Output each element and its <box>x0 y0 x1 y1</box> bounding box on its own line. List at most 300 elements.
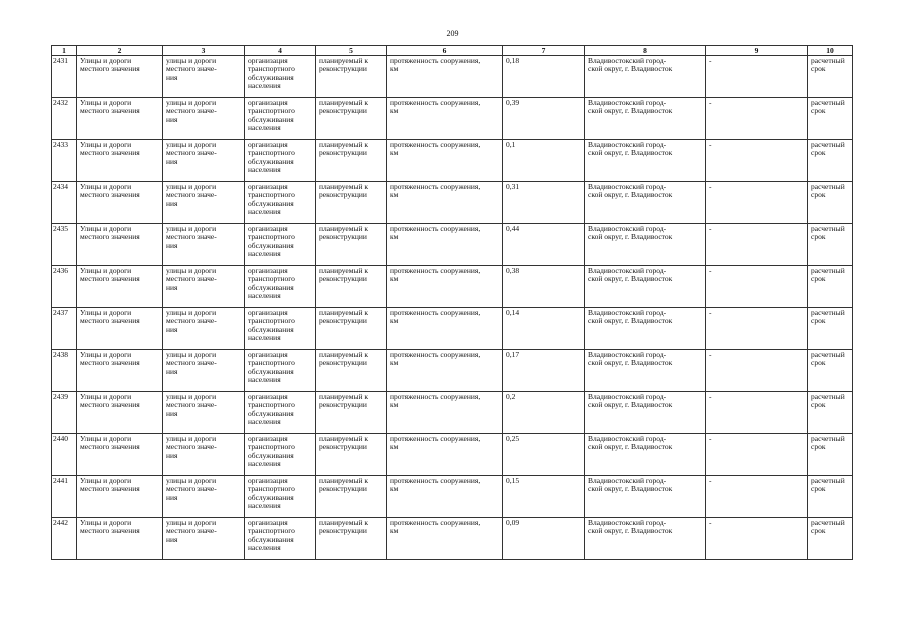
location-line: Владивостокский город- <box>588 518 667 527</box>
column-header: 2 <box>77 46 163 56</box>
location-line: ской округ, г. Владивосток <box>588 484 673 494</box>
object-type-cell <box>163 434 245 476</box>
object-name-line: местного значения <box>80 316 140 326</box>
purpose-cell <box>245 476 316 518</box>
table-row <box>52 392 853 434</box>
object-type-cell <box>163 518 245 560</box>
characteristic-line: протяженность сооружения, <box>390 308 481 317</box>
location-line: Владивостокский город- <box>588 266 667 275</box>
location-line: ской округ, г. Владивосток <box>588 400 673 410</box>
purpose-line: населения <box>248 501 281 511</box>
purpose-line: обслуживания <box>248 366 294 376</box>
status-line: планируемый к <box>319 56 369 65</box>
object-type-line: местного значе- <box>166 148 217 158</box>
term-line: срок <box>811 400 826 410</box>
characteristic-cell <box>387 266 503 308</box>
characteristic-line: км <box>390 526 399 536</box>
characteristic-line: протяженность сооружения, <box>390 476 481 485</box>
column-header: 10 <box>808 46 853 56</box>
table-row <box>52 266 853 308</box>
term-cell <box>808 98 853 140</box>
term-line: расчетный <box>811 224 845 233</box>
characteristic-line: протяженность сооружения, <box>390 98 481 107</box>
characteristic-line: км <box>390 190 399 200</box>
value-cell: 0,17 <box>503 350 585 392</box>
value-cell: 0,44 <box>503 224 585 266</box>
location-line: Владивостокский город- <box>588 182 667 191</box>
status-line: планируемый к <box>319 308 369 317</box>
table-row <box>52 98 853 140</box>
row-number-cell: 2439 <box>52 392 77 434</box>
value-cell: 0,09 <box>503 518 585 560</box>
term-cell <box>808 224 853 266</box>
column-header: 6 <box>387 46 503 56</box>
characteristic-line: км <box>390 484 399 494</box>
term-cell <box>808 434 853 476</box>
object-type-line: местного значе- <box>166 274 217 284</box>
object-name-line: местного значения <box>80 400 140 410</box>
characteristic-cell <box>387 392 503 434</box>
purpose-line: организация <box>248 308 288 317</box>
location-line: Владивостокский город- <box>588 392 667 401</box>
status-line: реконструкции <box>319 484 367 494</box>
purpose-line: организация <box>248 140 288 149</box>
object-name-line: местного значения <box>80 148 140 158</box>
zone-cell: - <box>706 224 808 266</box>
object-name-line: Улицы и дороги <box>80 308 132 317</box>
location-line: ской округ, г. Владивосток <box>588 316 673 326</box>
table-row <box>52 518 853 560</box>
purpose-cell <box>245 518 316 560</box>
status-line: реконструкции <box>319 232 367 242</box>
object-name-cell <box>77 308 163 350</box>
term-line: расчетный <box>811 476 845 485</box>
row-number-cell: 2442 <box>52 518 77 560</box>
object-name-line: Улицы и дороги <box>80 224 132 233</box>
zone-cell: - <box>706 98 808 140</box>
purpose-line: транспортного <box>248 400 295 410</box>
characteristic-line: км <box>390 274 399 284</box>
purpose-line: организация <box>248 224 288 233</box>
characteristic-cell <box>387 434 503 476</box>
object-name-cell <box>77 434 163 476</box>
object-type-cell <box>163 140 245 182</box>
status-line: планируемый к <box>319 224 369 233</box>
purpose-cell <box>245 56 316 98</box>
purpose-cell <box>245 140 316 182</box>
characteristic-line: протяженность сооружения, <box>390 434 481 443</box>
column-header: 5 <box>316 46 387 56</box>
status-cell <box>316 56 387 98</box>
table-row <box>52 182 853 224</box>
term-line: расчетный <box>811 98 845 107</box>
value-cell: 0,14 <box>503 308 585 350</box>
object-name-cell <box>77 98 163 140</box>
location-cell <box>585 308 706 350</box>
row-number-cell: 2435 <box>52 224 77 266</box>
row-number-cell: 2434 <box>52 182 77 224</box>
object-type-cell <box>163 56 245 98</box>
page-number: 209 <box>446 29 459 38</box>
status-cell <box>316 308 387 350</box>
term-line: расчетный <box>811 350 845 359</box>
object-name-cell <box>77 266 163 308</box>
status-line: реконструкции <box>319 526 367 536</box>
characteristic-cell <box>387 56 503 98</box>
characteristic-cell <box>387 350 503 392</box>
zone-cell: - <box>706 140 808 182</box>
zone-cell: - <box>706 518 808 560</box>
purpose-line: обслуживания <box>248 408 294 418</box>
purpose-line: обслуживания <box>248 72 294 82</box>
purpose-line: населения <box>248 333 281 343</box>
status-line: реконструкции <box>319 400 367 410</box>
object-name-line: местного значения <box>80 232 140 242</box>
purpose-line: населения <box>248 249 281 259</box>
purpose-line: обслуживания <box>248 282 294 292</box>
object-type-line: ния <box>166 534 178 544</box>
purpose-cell <box>245 266 316 308</box>
characteristic-line: км <box>390 148 399 158</box>
term-cell <box>808 392 853 434</box>
term-line: срок <box>811 526 826 536</box>
status-line: планируемый к <box>319 392 369 401</box>
object-type-cell <box>163 476 245 518</box>
location-cell <box>585 224 706 266</box>
object-type-line: местного значе- <box>166 400 217 410</box>
value-cell: 0,25 <box>503 434 585 476</box>
purpose-line: транспортного <box>248 442 295 452</box>
characteristic-line: км <box>390 358 399 368</box>
object-type-line: местного значе- <box>166 526 217 536</box>
purpose-line: организация <box>248 350 288 359</box>
object-type-line: улицы и дороги <box>166 266 217 275</box>
term-cell <box>808 56 853 98</box>
table-row <box>52 56 853 98</box>
purpose-line: обслуживания <box>248 492 294 502</box>
object-name-line: Улицы и дороги <box>80 434 132 443</box>
purpose-cell <box>245 308 316 350</box>
location-line: ской округ, г. Владивосток <box>588 106 673 116</box>
zone-cell: - <box>706 56 808 98</box>
status-line: реконструкции <box>319 148 367 158</box>
purpose-line: организация <box>248 56 288 65</box>
object-name-cell <box>77 140 163 182</box>
location-cell <box>585 56 706 98</box>
purpose-line: транспортного <box>248 232 295 242</box>
table-row <box>52 434 853 476</box>
term-cell <box>808 266 853 308</box>
object-type-cell <box>163 98 245 140</box>
purpose-line: транспортного <box>248 358 295 368</box>
status-line: реконструкции <box>319 64 367 74</box>
status-line: реконструкции <box>319 274 367 284</box>
purpose-line: населения <box>248 417 281 427</box>
location-line: ской округ, г. Владивосток <box>588 442 673 452</box>
zone-cell: - <box>706 392 808 434</box>
location-cell <box>585 266 706 308</box>
purpose-line: населения <box>248 81 281 91</box>
value-cell: 0,1 <box>503 140 585 182</box>
purpose-cell <box>245 434 316 476</box>
object-type-line: местного значе- <box>166 106 217 116</box>
status-line: реконструкции <box>319 190 367 200</box>
characteristic-line: км <box>390 232 399 242</box>
object-type-cell <box>163 266 245 308</box>
purpose-line: организация <box>248 392 288 401</box>
object-type-line: местного значе- <box>166 190 217 200</box>
purpose-line: обслуживания <box>248 240 294 250</box>
purpose-line: обслуживания <box>248 450 294 460</box>
object-name-line: местного значения <box>80 190 140 200</box>
row-number-cell: 2438 <box>52 350 77 392</box>
row-number-cell: 2431 <box>52 56 77 98</box>
characteristic-cell <box>387 224 503 266</box>
purpose-line: населения <box>248 459 281 469</box>
purpose-cell <box>245 392 316 434</box>
term-line: расчетный <box>811 266 845 275</box>
location-line: Владивостокский город- <box>588 140 667 149</box>
object-type-cell <box>163 392 245 434</box>
row-number-cell: 2437 <box>52 308 77 350</box>
location-line: ской округ, г. Владивосток <box>588 358 673 368</box>
register-table <box>51 45 853 560</box>
column-header: 4 <box>245 46 316 56</box>
purpose-line: обслуживания <box>248 114 294 124</box>
status-line: планируемый к <box>319 518 369 527</box>
term-cell <box>808 182 853 224</box>
term-line: срок <box>811 232 826 242</box>
location-cell <box>585 140 706 182</box>
object-name-line: Улицы и дороги <box>80 140 132 149</box>
object-name-line: местного значения <box>80 526 140 536</box>
term-cell <box>808 140 853 182</box>
status-line: планируемый к <box>319 434 369 443</box>
characteristic-line: протяженность сооружения, <box>390 266 481 275</box>
zone-cell: - <box>706 476 808 518</box>
location-line: Владивостокский город- <box>588 476 667 485</box>
object-type-line: местного значе- <box>166 442 217 452</box>
location-line: ской округ, г. Владивосток <box>588 148 673 158</box>
zone-cell: - <box>706 266 808 308</box>
status-line: реконструкции <box>319 316 367 326</box>
row-number-cell: 2432 <box>52 98 77 140</box>
object-name-line: Улицы и дороги <box>80 518 132 527</box>
purpose-line: транспортного <box>248 106 295 116</box>
purpose-line: обслуживания <box>248 534 294 544</box>
zone-cell: - <box>706 350 808 392</box>
term-line: расчетный <box>811 182 845 191</box>
purpose-cell <box>245 182 316 224</box>
object-name-cell <box>77 392 163 434</box>
status-line: планируемый к <box>319 266 369 275</box>
purpose-cell <box>245 224 316 266</box>
object-type-line: ния <box>166 492 178 502</box>
purpose-line: транспортного <box>248 274 295 284</box>
characteristic-line: км <box>390 442 399 452</box>
row-number-cell: 2433 <box>52 140 77 182</box>
location-line: Владивостокский город- <box>588 434 667 443</box>
column-header: 8 <box>585 46 706 56</box>
purpose-line: обслуживания <box>248 156 294 166</box>
object-type-line: улицы и дороги <box>166 98 217 107</box>
location-line: ской округ, г. Владивосток <box>588 232 673 242</box>
location-line: ской округ, г. Владивосток <box>588 274 673 284</box>
purpose-line: транспортного <box>248 148 295 158</box>
object-type-line: улицы и дороги <box>166 434 217 443</box>
characteristic-cell <box>387 476 503 518</box>
location-cell <box>585 182 706 224</box>
status-line: реконструкции <box>319 106 367 116</box>
object-type-line: местного значе- <box>166 358 217 368</box>
characteristic-line: протяженность сооружения, <box>390 56 481 65</box>
object-name-line: Улицы и дороги <box>80 182 132 191</box>
value-cell: 0,15 <box>503 476 585 518</box>
characteristic-line: протяженность сооружения, <box>390 518 481 527</box>
value-cell: 0,18 <box>503 56 585 98</box>
object-name-cell <box>77 224 163 266</box>
object-type-line: ния <box>166 72 178 82</box>
object-name-line: Улицы и дороги <box>80 266 132 275</box>
object-type-line: улицы и дороги <box>166 350 217 359</box>
location-line: Владивостокский город- <box>588 308 667 317</box>
characteristic-line: км <box>390 106 399 116</box>
object-name-line: Улицы и дороги <box>80 56 132 65</box>
object-type-cell <box>163 350 245 392</box>
object-type-line: местного значе- <box>166 232 217 242</box>
term-line: срок <box>811 106 826 116</box>
term-line: срок <box>811 316 826 326</box>
status-line: планируемый к <box>319 98 369 107</box>
object-name-line: Улицы и дороги <box>80 392 132 401</box>
status-line: планируемый к <box>319 476 369 485</box>
term-line: срок <box>811 442 826 452</box>
location-line: Владивостокский город- <box>588 224 667 233</box>
object-name-line: Улицы и дороги <box>80 350 132 359</box>
purpose-line: населения <box>248 543 281 553</box>
term-line: расчетный <box>811 56 845 65</box>
characteristic-line: протяженность сооружения, <box>390 224 481 233</box>
value-cell: 0,2 <box>503 392 585 434</box>
location-line: ской округ, г. Владивосток <box>588 526 673 536</box>
characteristic-line: протяженность сооружения, <box>390 392 481 401</box>
purpose-line: населения <box>248 123 281 133</box>
status-cell <box>316 182 387 224</box>
purpose-line: транспортного <box>248 64 295 74</box>
object-type-line: улицы и дороги <box>166 224 217 233</box>
term-line: срок <box>811 358 826 368</box>
status-cell <box>316 350 387 392</box>
term-cell <box>808 476 853 518</box>
term-line: срок <box>811 484 826 494</box>
object-type-cell <box>163 308 245 350</box>
location-cell <box>585 350 706 392</box>
object-name-line: местного значения <box>80 274 140 284</box>
status-line: планируемый к <box>319 140 369 149</box>
status-line: реконструкции <box>319 358 367 368</box>
status-cell <box>316 392 387 434</box>
characteristic-line: протяженность сооружения, <box>390 182 481 191</box>
location-line: Владивостокский город- <box>588 98 667 107</box>
purpose-cell <box>245 98 316 140</box>
characteristic-cell <box>387 98 503 140</box>
term-line: срок <box>811 148 826 158</box>
object-type-line: ния <box>166 324 178 334</box>
object-type-line: улицы и дороги <box>166 392 217 401</box>
status-line: планируемый к <box>319 350 369 359</box>
status-cell <box>316 140 387 182</box>
purpose-line: транспортного <box>248 190 295 200</box>
purpose-line: организация <box>248 266 288 275</box>
purpose-line: организация <box>248 182 288 191</box>
value-cell: 0,31 <box>503 182 585 224</box>
object-name-cell <box>77 518 163 560</box>
object-type-line: ния <box>166 282 178 292</box>
object-type-line: ния <box>166 156 178 166</box>
term-line: срок <box>811 274 826 284</box>
column-header: 7 <box>503 46 585 56</box>
purpose-line: обслуживания <box>248 324 294 334</box>
object-type-line: ния <box>166 366 178 376</box>
column-header: 9 <box>706 46 808 56</box>
zone-cell: - <box>706 182 808 224</box>
object-name-line: Улицы и дороги <box>80 98 132 107</box>
table-row <box>52 140 853 182</box>
value-cell: 0,39 <box>503 98 585 140</box>
term-line: расчетный <box>811 392 845 401</box>
characteristic-line: км <box>390 316 399 326</box>
status-cell <box>316 518 387 560</box>
object-type-line: ния <box>166 114 178 124</box>
term-line: срок <box>811 64 826 74</box>
characteristic-cell <box>387 182 503 224</box>
purpose-line: населения <box>248 291 281 301</box>
object-type-line: ния <box>166 408 178 418</box>
status-cell <box>316 434 387 476</box>
characteristic-line: км <box>390 400 399 410</box>
term-cell <box>808 518 853 560</box>
object-name-line: местного значения <box>80 358 140 368</box>
location-cell <box>585 98 706 140</box>
object-type-line: улицы и дороги <box>166 140 217 149</box>
location-cell <box>585 392 706 434</box>
status-cell <box>316 266 387 308</box>
location-cell <box>585 518 706 560</box>
characteristic-line: протяженность сооружения, <box>390 350 481 359</box>
characteristic-cell <box>387 308 503 350</box>
column-header: 1 <box>52 46 77 56</box>
object-name-line: местного значения <box>80 106 140 116</box>
object-type-line: улицы и дороги <box>166 308 217 317</box>
object-type-line: ния <box>166 240 178 250</box>
object-type-line: улицы и дороги <box>166 518 217 527</box>
object-type-line: ния <box>166 198 178 208</box>
object-name-line: местного значения <box>80 442 140 452</box>
characteristic-cell <box>387 518 503 560</box>
purpose-line: населения <box>248 375 281 385</box>
table-row <box>52 224 853 266</box>
purpose-cell <box>245 350 316 392</box>
location-line: Владивостокский город- <box>588 350 667 359</box>
object-type-line: ния <box>166 450 178 460</box>
purpose-line: транспортного <box>248 526 295 536</box>
object-name-cell <box>77 476 163 518</box>
purpose-line: населения <box>248 207 281 217</box>
purpose-line: обслуживания <box>248 198 294 208</box>
characteristic-cell <box>387 140 503 182</box>
object-type-cell <box>163 182 245 224</box>
term-line: расчетный <box>811 518 845 527</box>
